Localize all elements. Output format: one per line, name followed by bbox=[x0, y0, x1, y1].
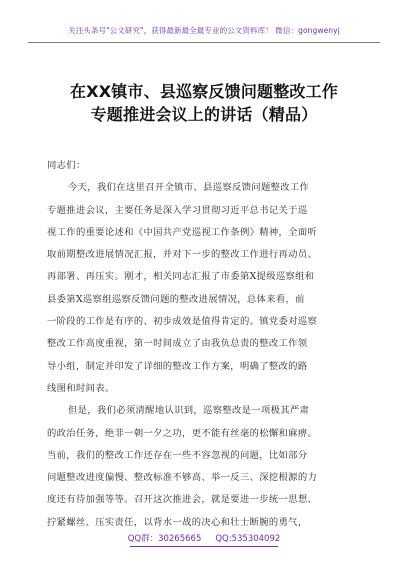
paragraph-line: 度还有待加强等等。召开这次推进会，就是要进一步统一思想、 bbox=[47, 494, 318, 506]
footer-qq: QQ:535304092 bbox=[215, 534, 281, 544]
salutation: 同志们： bbox=[47, 160, 86, 171]
paragraph-1 bbox=[47, 177, 365, 400]
document-title bbox=[30, 80, 378, 126]
title-line-1: 在XX镇市、县巡察反馈问题整改工作 bbox=[69, 82, 339, 101]
paragraph-line: 一阶段的工作是有序的、初步成效是值得肯定的。镇党委对巡察 bbox=[47, 316, 318, 328]
paragraph-line: 取前期整改进展情况汇报，并对下一步的整改工作进行再动员、 bbox=[47, 249, 318, 261]
footer-contact bbox=[0, 532, 408, 544]
paragraph-line: 问题整改进度偏慢、整改标准不够高、举一反三、深挖根源的力 bbox=[47, 472, 318, 484]
paragraph-line: 整改工作高度重视，第一时间成立了由我负总责的整改工作领 bbox=[47, 338, 308, 350]
paragraph-line: 县委第X巡察组巡察反馈问题的整改进展情况，总体来看，前 bbox=[47, 293, 305, 305]
paragraph-line: 但是，我们必须清醒地认识到，巡察整改是一项极其严肃 bbox=[68, 405, 310, 417]
paragraph-line: 再部署、再压实。刚才，相关同志汇报了市委第X提级巡察组和 bbox=[47, 271, 315, 283]
paragraph-line: 今天，我们在这里召开全镇市、县巡察反馈问题整改工作 bbox=[68, 182, 310, 194]
header-promo-note: 关注头条号"公文研究"，获得最新最全最专业的公文资料库！ 微信：gongwenyj bbox=[68, 26, 340, 35]
paragraph-line: 的政治任务，绝非一朝一夕之功，更不能有丝毫的松懈和麻痹。 bbox=[47, 427, 318, 439]
paragraph-line: 线图和时间表。 bbox=[47, 382, 115, 394]
paragraph-line: 拧紧螺丝、压实责任，以背水一战的决心和壮士断腕的勇气， bbox=[47, 516, 308, 528]
footer-divider bbox=[130, 546, 278, 547]
title-line-2: 专题推进会议上的讲话（精品） bbox=[90, 105, 318, 124]
header-divider bbox=[28, 42, 380, 43]
footer-qq-group: QQ群：30265665 bbox=[127, 534, 202, 544]
paragraph-line: 专题推进会议，主要任务是深入学习贯彻习近平总书记关于巡 bbox=[47, 204, 308, 216]
paragraph-line: 视工作的重要论述和《中国共产党巡视工作条例》精神，全面听 bbox=[47, 226, 318, 238]
paragraph-line: 当前，我们的整改工作还存在一些不容忽视的问题，比如部分 bbox=[47, 449, 308, 461]
paragraph-2 bbox=[47, 400, 365, 534]
paragraph-line: 导小组，制定并印发了详细的整改工作方案，明确了整改的路 bbox=[47, 360, 308, 372]
document-body bbox=[47, 155, 365, 534]
